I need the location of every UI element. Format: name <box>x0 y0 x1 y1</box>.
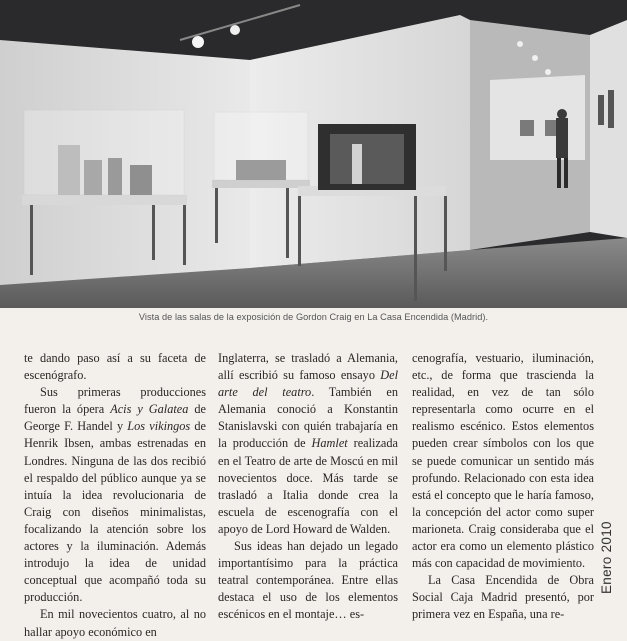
paragraph: te dando paso así a su faceta de escenógrafo. <box>24 351 206 383</box>
paragraph: Inglaterra, se trasladó a Alemania, allí escribió su famoso ensayo Del arte del teatro. También en Alemania conoció a Konstantin Stanislavski con quién trabajaría en la producción de Hamlet realizada en el Teatro de arte de Moscú en mil novecientos doce. Más tarde se trasladó a Italia donde crea la escuela de escenografía con el apoyo de Lord Howard de Walden. <box>218 351 398 536</box>
paragraph: cenografía, vestuario, iluminación, etc., de forma que trascienda la realidad, en vez de tan sólo representarla como ocurre en el realismo escénico. Estos elementos pueden crear símbolos con los que se puede comunicar un sentido más profundo. Relacionado con esta idea está el concepto que le haría famoso, la concepción del actor como super marioneta. Craig consideraba que el actor era como un elemento plástico más con capacidad de movimiento. <box>412 351 594 571</box>
paragraph: Sus primeras producciones fueron la ópera Acis y Galatea de George F. Handel y Los vikingos de Henrik Ibsen, ambas estrenadas en Londres. Ninguna de las dos recibió el respaldo del público aunque ya se intuía la idea revolucionaria de Craig con diseños minimalistas, focalizando la atención sobre los actores y la iluminación. Además introdujo la idea de unidad conceptual que acompañó toda su producción. <box>24 385 207 605</box>
paragraph: Sus ideas han dejado un legado importantísimo para la práctica teatral contemporánea. Entre ellas destaca el uso de los elementos escénicos en el montaje… es- <box>218 539 398 622</box>
issue-date-label: Enero 2010 <box>599 521 614 594</box>
text-column-1 <box>24 350 206 641</box>
photo-caption: Vista de las salas de la exposición de Gordon Craig en La Casa Encendida (Madrid). <box>138 312 489 322</box>
paragraph: En mil novecientos cuatro, al no hallar apoyo económico en <box>24 607 206 639</box>
paragraph: La Casa Encendida de Obra Social Caja Madrid presentó, por primera vez en España, una re- <box>412 573 594 622</box>
text-column-3 <box>412 350 594 624</box>
text-column-2 <box>218 350 398 624</box>
exhibition-photo <box>0 0 627 308</box>
